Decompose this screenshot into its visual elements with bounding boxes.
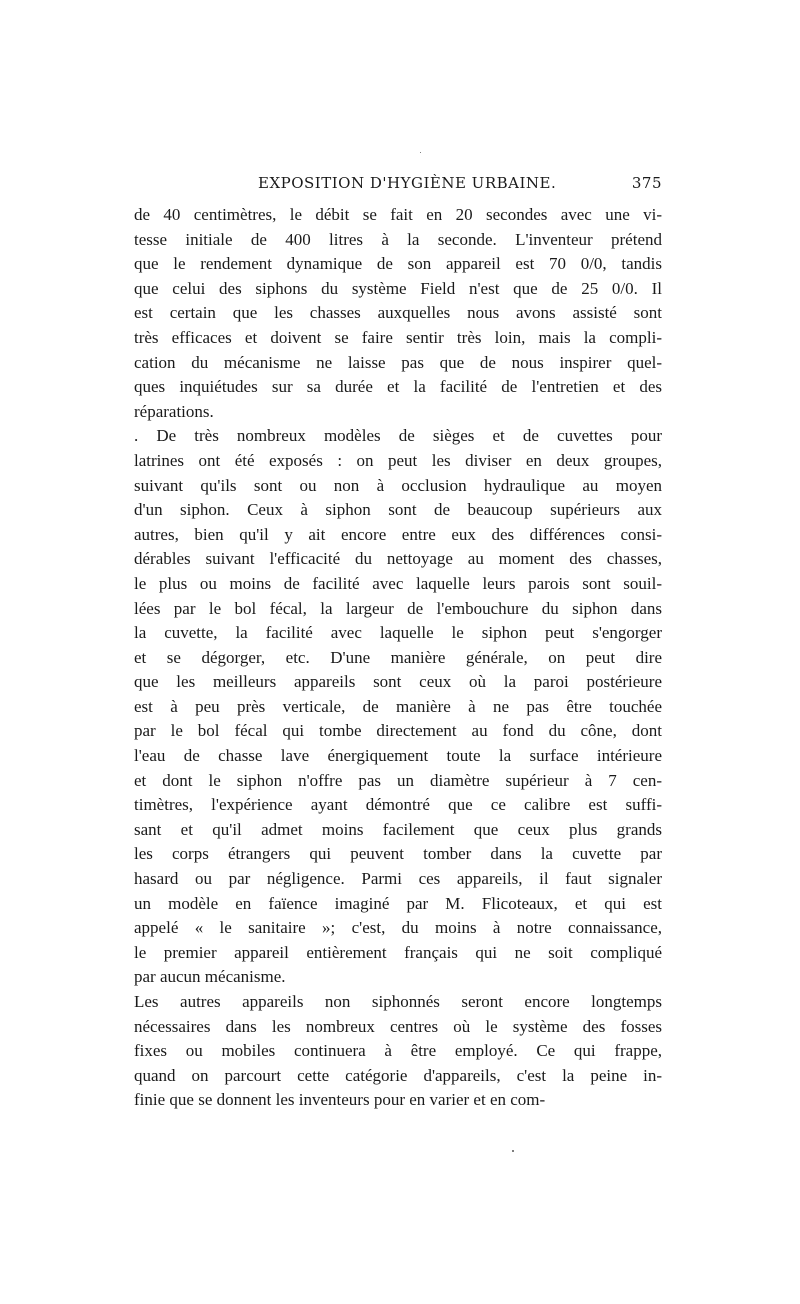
body-text <box>134 203 662 1113</box>
text-line: latrines ont été exposés : on peut les diviser en deux groupes, <box>134 450 662 470</box>
text-line: un modèle en faïence imaginé par M. Flicoteaux, et qui est <box>134 893 662 913</box>
text-line: tesse initiale de 400 litres à la seconde. L'inventeur prétend <box>134 229 662 249</box>
paragraph <box>134 990 662 1113</box>
text-line: nécessaires dans les nombreux centres où le système des fosses <box>134 1016 662 1036</box>
ink-speck <box>512 1150 514 1152</box>
text-line: timètres, l'expérience ayant démontré que ce calibre est suffi- <box>134 795 662 815</box>
text-line: et se dégorger, etc. D'une manière générale, on peut dire <box>134 647 662 667</box>
ink-speck <box>420 152 421 153</box>
text-line: réparations. <box>134 401 214 421</box>
text-line: par aucun mécanisme. <box>134 967 286 987</box>
text-line: appelé « le sanitaire »; c'est, du moins à notre connaissance, <box>134 918 662 938</box>
text-line: Les autres appareils non siphonnés seront encore longtemps <box>134 992 662 1011</box>
text-line: fixes ou mobiles continuera à être employé. Ce qui frappe, <box>134 1041 662 1061</box>
text-line: ques inquiétudes sur sa durée et la facilité de l'entretien et des <box>134 377 662 397</box>
text-line: hasard ou par négligence. Parmi ces appareils, il faut signaler <box>134 869 662 889</box>
text-line: les corps étrangers qui peuvent tomber dans la cuvette par <box>134 844 662 864</box>
text-line: dérables suivant l'efficacité du nettoyage au moment des chasses, <box>134 549 662 569</box>
text-line: l'eau de chasse lave énergiquement toute la surface intérieure <box>134 746 662 766</box>
text-line: d'un siphon. Ceux à siphon sont de beaucoup supérieurs aux <box>134 500 662 520</box>
text-line: et dont le siphon n'offre pas un diamètre supérieur à 7 cen- <box>134 770 662 790</box>
text-line: que les meilleurs appareils sont ceux où la paroi postérieure <box>134 672 662 692</box>
text-line: . De très nombreux modèles de sièges et de cuvettes pour <box>134 426 662 446</box>
text-line: quand on parcourt cette catégorie d'appareils, c'est la peine in- <box>134 1065 662 1085</box>
text-line: autres, bien qu'il y ait encore entre eux des différences consi- <box>134 524 662 544</box>
text-line: de 40 centimètres, le débit se fait en 20 secondes avec une vi- <box>134 205 662 224</box>
page-number: 375 <box>631 174 662 192</box>
text-line: finie que se donnent les inventeurs pour en varier et en com- <box>134 1090 546 1110</box>
text-line: très efficaces et doivent se faire sentir très loin, mais la compli- <box>134 327 662 347</box>
text-line: par le bol fécal qui tombe directement au fond du cône, dont <box>134 721 662 741</box>
text-line: que le rendement dynamique de son appareil est 70 0/0, tandis <box>134 254 662 274</box>
text-line: cation du mécanisme ne laisse pas que de nous inspirer quel- <box>134 352 662 372</box>
text-line: sant et qu'il admet moins facilement que ceux plus grands <box>134 819 662 839</box>
text-line: que celui des siphons du système Field n'est que de 25 0/0. Il <box>134 278 662 298</box>
text-line: la cuvette, la facilité avec laquelle le siphon peut s'engorger <box>134 623 662 643</box>
text-line: est certain que les chasses auxquelles nous avons assisté sont <box>134 303 662 323</box>
text-line: lées par le bol fécal, la largeur de l'embouchure du siphon dans <box>134 598 662 618</box>
text-line: est à peu près verticale, de manière à ne pas être touchée <box>134 696 662 716</box>
text-line: le premier appareil entièrement français qui ne soit compliqué <box>134 942 662 962</box>
running-head <box>134 174 662 196</box>
paragraph <box>134 203 662 424</box>
text-line: le plus ou moins de facilité avec laquelle leurs parois sont souil- <box>134 573 662 593</box>
running-head-title: EXPOSITION D'HYGIÈNE URBAINE. <box>258 174 557 192</box>
text-line: suivant qu'ils sont ou non à occlusion hydraulique au moyen <box>134 475 662 495</box>
paragraph <box>134 424 662 990</box>
